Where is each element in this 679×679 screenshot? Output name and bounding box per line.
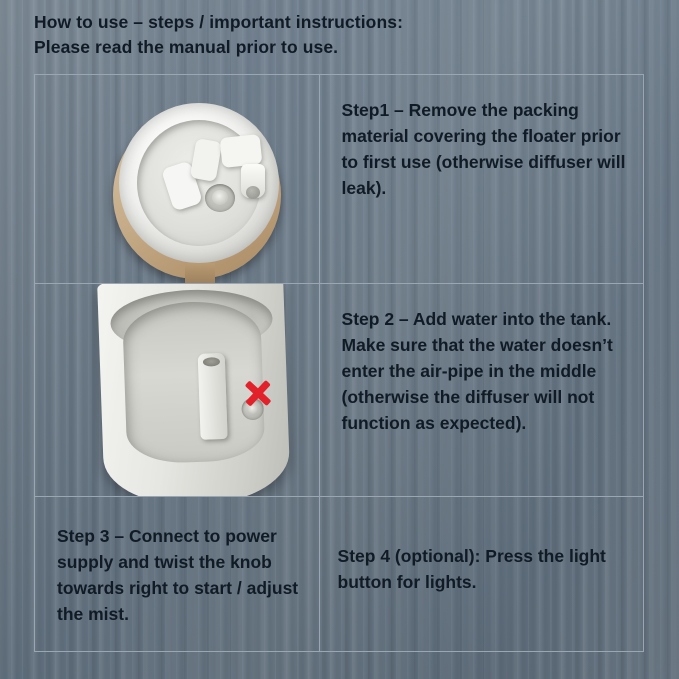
wood-tab-shape [185, 263, 215, 283]
packing-foam-piece [190, 138, 223, 182]
step-2-image-cell [35, 284, 320, 496]
tank-body-shape [97, 284, 291, 496]
poster-header [34, 10, 644, 60]
red-x-marker-icon [243, 377, 274, 408]
bowl-shape [119, 103, 279, 263]
air-pipe-opening [203, 357, 220, 367]
header-line-1: How to use – steps / important instructions: [34, 12, 404, 32]
step-2-text: Step 2 – Add water into the tank. Make sure that the water doesn’t enter the air-pipe in the middle (otherwise the diffuser will not function as expected). [341, 309, 613, 433]
step-1-text: Step1 – Remove the packing material covering the floater prior to first use (otherwise diffuser will leak). [341, 100, 626, 198]
step-row-2 [35, 284, 643, 497]
tank-interior-shape [122, 300, 265, 465]
header-line-2: Please read the manual prior to use. [34, 37, 339, 57]
step-4-text-cell [320, 497, 643, 652]
step-2-text-cell [320, 284, 643, 496]
diffuser-base-illustration [35, 75, 319, 283]
step-row-1 [35, 75, 643, 284]
step-1-text-cell [320, 75, 643, 283]
floater-nozzle-shape [241, 164, 265, 198]
ultrasonic-disc-center [212, 190, 228, 205]
step-3-text: Step 3 – Connect to power supply and twist the knob towards right to start / adjust the mist. [57, 526, 299, 624]
bowl-inner-shape [137, 120, 261, 246]
steps-grid [34, 74, 644, 652]
step-1-image-cell [35, 75, 320, 283]
step-row-3 [35, 497, 643, 652]
air-pipe-shape [198, 353, 228, 440]
step-4-text: Step 4 (optional): Press the light button for lights. [337, 546, 606, 592]
ultrasonic-disc-shape [205, 184, 235, 212]
water-tank-illustration [35, 284, 319, 496]
packing-foam-piece [220, 134, 263, 168]
step-3-text-cell [35, 497, 320, 652]
